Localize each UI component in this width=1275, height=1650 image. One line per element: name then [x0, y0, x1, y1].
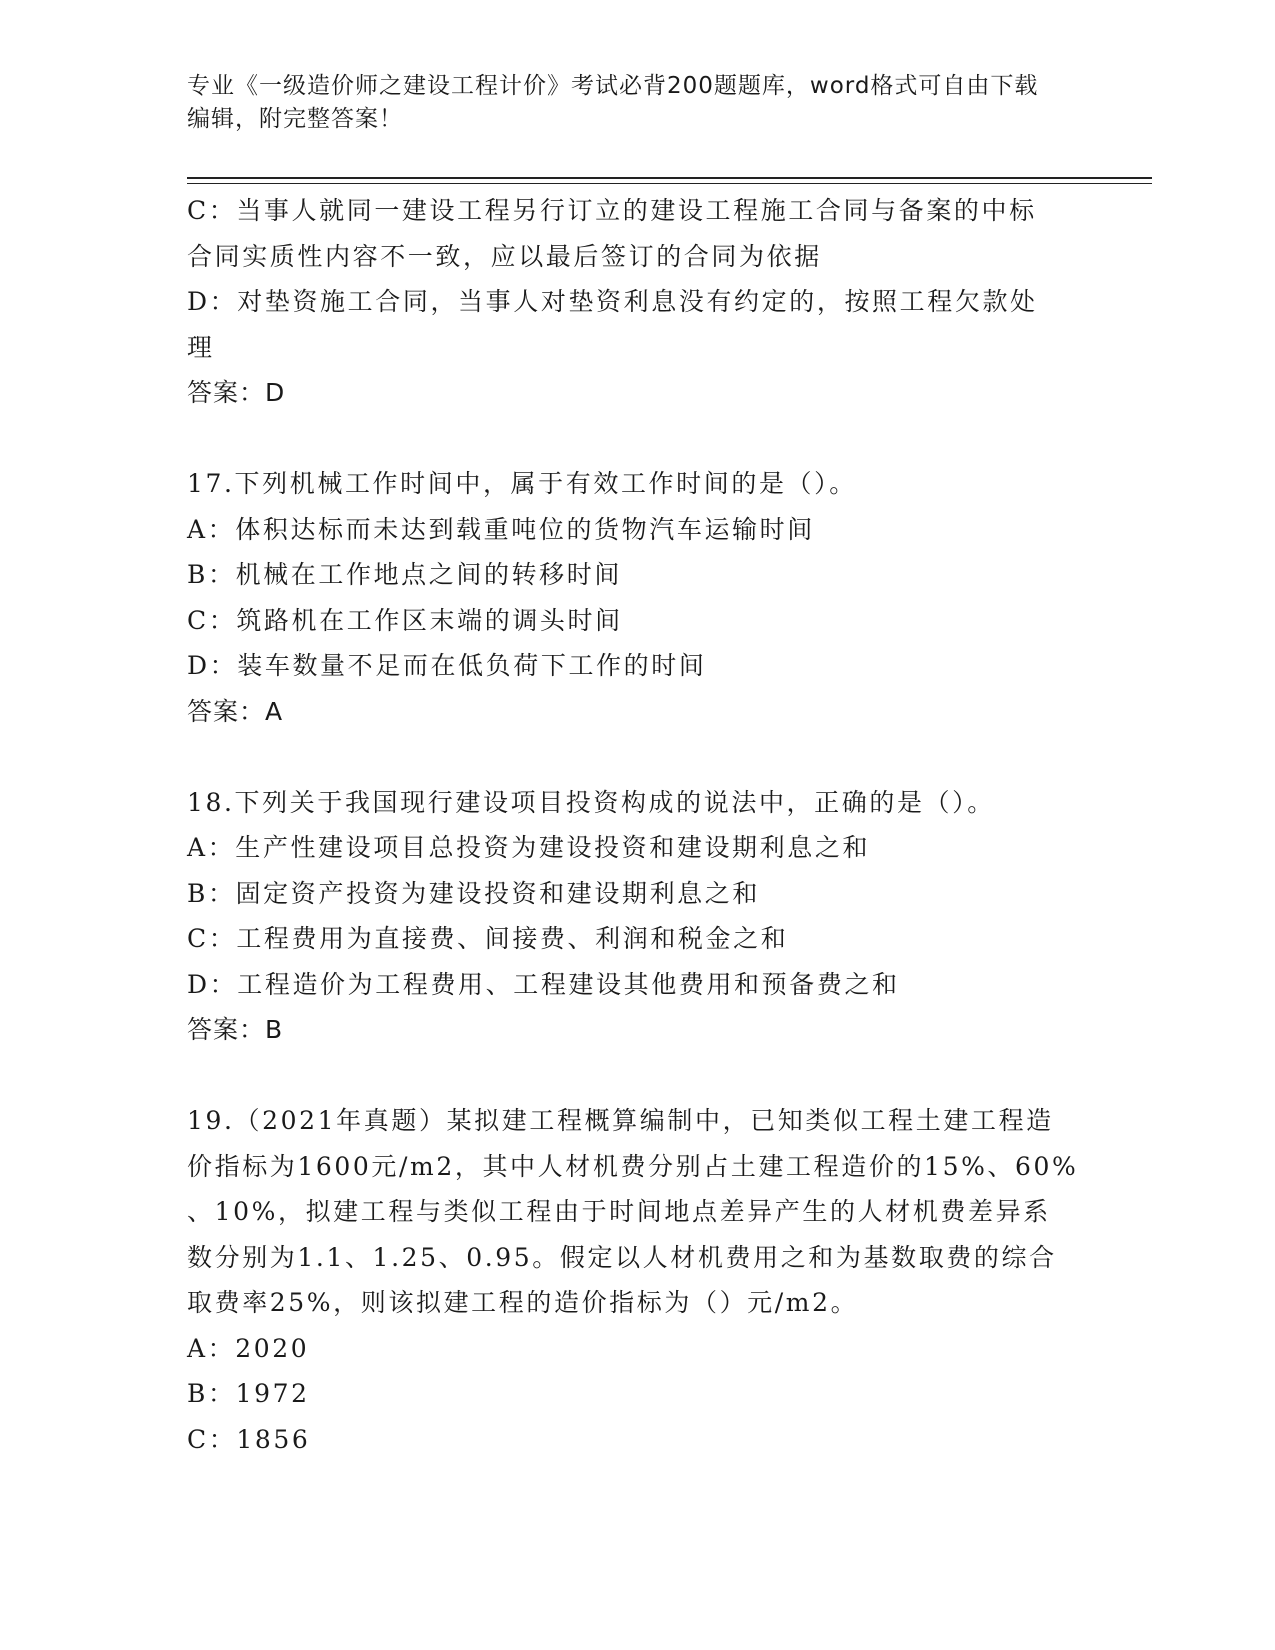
question-17 [187, 461, 1087, 734]
question-stem-line-1: 19.（2021年真题）某拟建工程概算编制中，已知类似工程土建工程造 [187, 1106, 1054, 1135]
question-stem-line-5: 取费率25%，则该拟建工程的造价指标为（）元/m2。 [187, 1288, 859, 1317]
question-stem-line-2: 价指标为1600元/m2，其中人材机费分别占土建工程造价的15%、60% [187, 1151, 1079, 1181]
header-divider-thin [187, 183, 1152, 184]
question-stem-line-4: 数分别为1.1、1.25、0.95。假定以人材机费用之和为基数取费的综合 [187, 1242, 1057, 1272]
option-d: D：工程造价为工程费用、工程建设其他费用和预备费之和 [187, 969, 900, 999]
answer: 答案：D [187, 378, 286, 407]
option-c: C：工程费用为直接费、间接费、利润和税金之和 [187, 924, 789, 953]
header-line-2: 编辑，附完整答案！ [187, 106, 403, 132]
option-d: D：装车数量不足而在低负荷下工作的时间 [187, 651, 707, 680]
option-b: B：1972 [187, 1379, 310, 1408]
option-a: A：生产性建设项目总投资为建设投资和建设期利息之和 [187, 833, 871, 862]
document-header [187, 70, 1087, 136]
option-b: B：机械在工作地点之间的转移时间 [187, 560, 622, 589]
answer: 答案：B [187, 1015, 284, 1044]
option-c-line-1: C：当事人就同一建设工程另行订立的建设工程施工合同与备案的中标 [187, 196, 1037, 225]
question-18 [187, 780, 1087, 1053]
option-c-line-2: 合同实质性内容不一致，应以最后签订的合同为依据 [187, 241, 822, 271]
document-body [187, 188, 1087, 1462]
option-d-line-1: D：对垫资施工合同，当事人对垫资利息没有约定的，按照工程欠款处 [187, 287, 1038, 316]
spacer [187, 734, 1087, 780]
header-divider-thick [187, 177, 1152, 179]
question-19 [187, 1098, 1087, 1462]
option-c: C：筑路机在工作区末端的调头时间 [187, 605, 623, 635]
option-a: A：2020 [187, 1333, 310, 1363]
option-c: C：1856 [187, 1424, 311, 1454]
option-a: A：体积达标而未达到载重吨位的货物汽车运输时间 [187, 514, 815, 544]
option-d-line-2: 理 [187, 332, 215, 362]
spacer [187, 1053, 1087, 1099]
question-stem: 18.下列关于我国现行建设项目投资构成的说法中，正确的是（）。 [187, 787, 995, 817]
header-line-1: 专业《一级造价师之建设工程计价》考试必背200题题库，word格式可自由下载 [187, 73, 1039, 99]
answer: 答案：A [187, 696, 284, 726]
option-b: B：固定资产投资为建设投资和建设期利息之和 [187, 878, 760, 908]
question-stem-line-3: 、10%，拟建工程与类似工程由于时间地点差异产生的人材机费差异系 [187, 1197, 1051, 1226]
question-16-tail [187, 188, 1087, 416]
question-stem: 17.下列机械工作时间中，属于有效工作时间的是（）。 [187, 469, 857, 498]
spacer [187, 416, 1087, 462]
